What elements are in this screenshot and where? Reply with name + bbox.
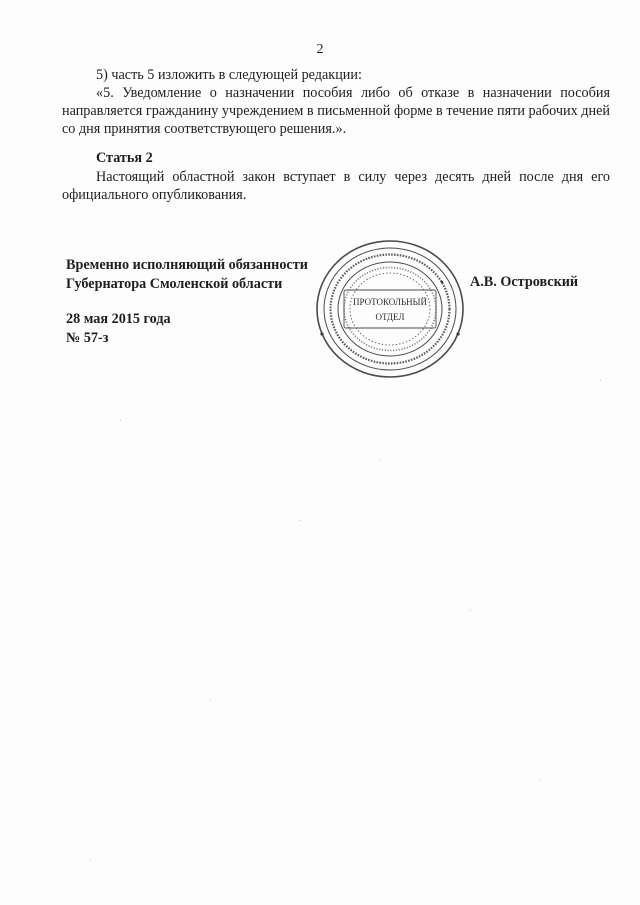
signatory-title-line-1: Временно исполняющий обязанности [66, 257, 308, 273]
scan-speck [120, 420, 121, 421]
stamp-line-2: ОТДЕЛ [375, 312, 405, 322]
scan-speck [90, 860, 91, 861]
scan-speck [470, 610, 471, 611]
signatory-name: А.В. Островский [470, 274, 579, 290]
article-text: Настоящий областной закон вступает в силу через десять дней после дня его официального опубликования. [62, 169, 610, 203]
signatory-title [66, 256, 308, 294]
scan-speck [380, 460, 381, 461]
amendment-text: «5. Уведомление о назначении пособия либо об отказе в назначении пособия направляется гражданину учреждением в письменной форме в течение пяти рабочих дней со дня принятия соответствующего решения.». [62, 85, 610, 137]
scan-speck [210, 700, 211, 701]
law-number: № 57-з [66, 330, 109, 346]
signatory-title-line-2: Губернатора Смоленской области [66, 276, 283, 292]
scan-speck [600, 380, 601, 381]
article-heading: Статья 2 [96, 150, 153, 166]
official-seal-stamp [314, 238, 466, 380]
page-number: 2 [316, 42, 324, 57]
scan-speck [540, 780, 541, 781]
amendment-item: 5) часть 5 изложить в следующей редакции: [96, 67, 362, 83]
scan-speck [300, 520, 301, 521]
stamp-line-1: ПРОТОКОЛЬНЫЙ [353, 297, 427, 307]
law-date-block [66, 310, 171, 348]
law-date: 28 мая 2015 года [66, 311, 171, 327]
